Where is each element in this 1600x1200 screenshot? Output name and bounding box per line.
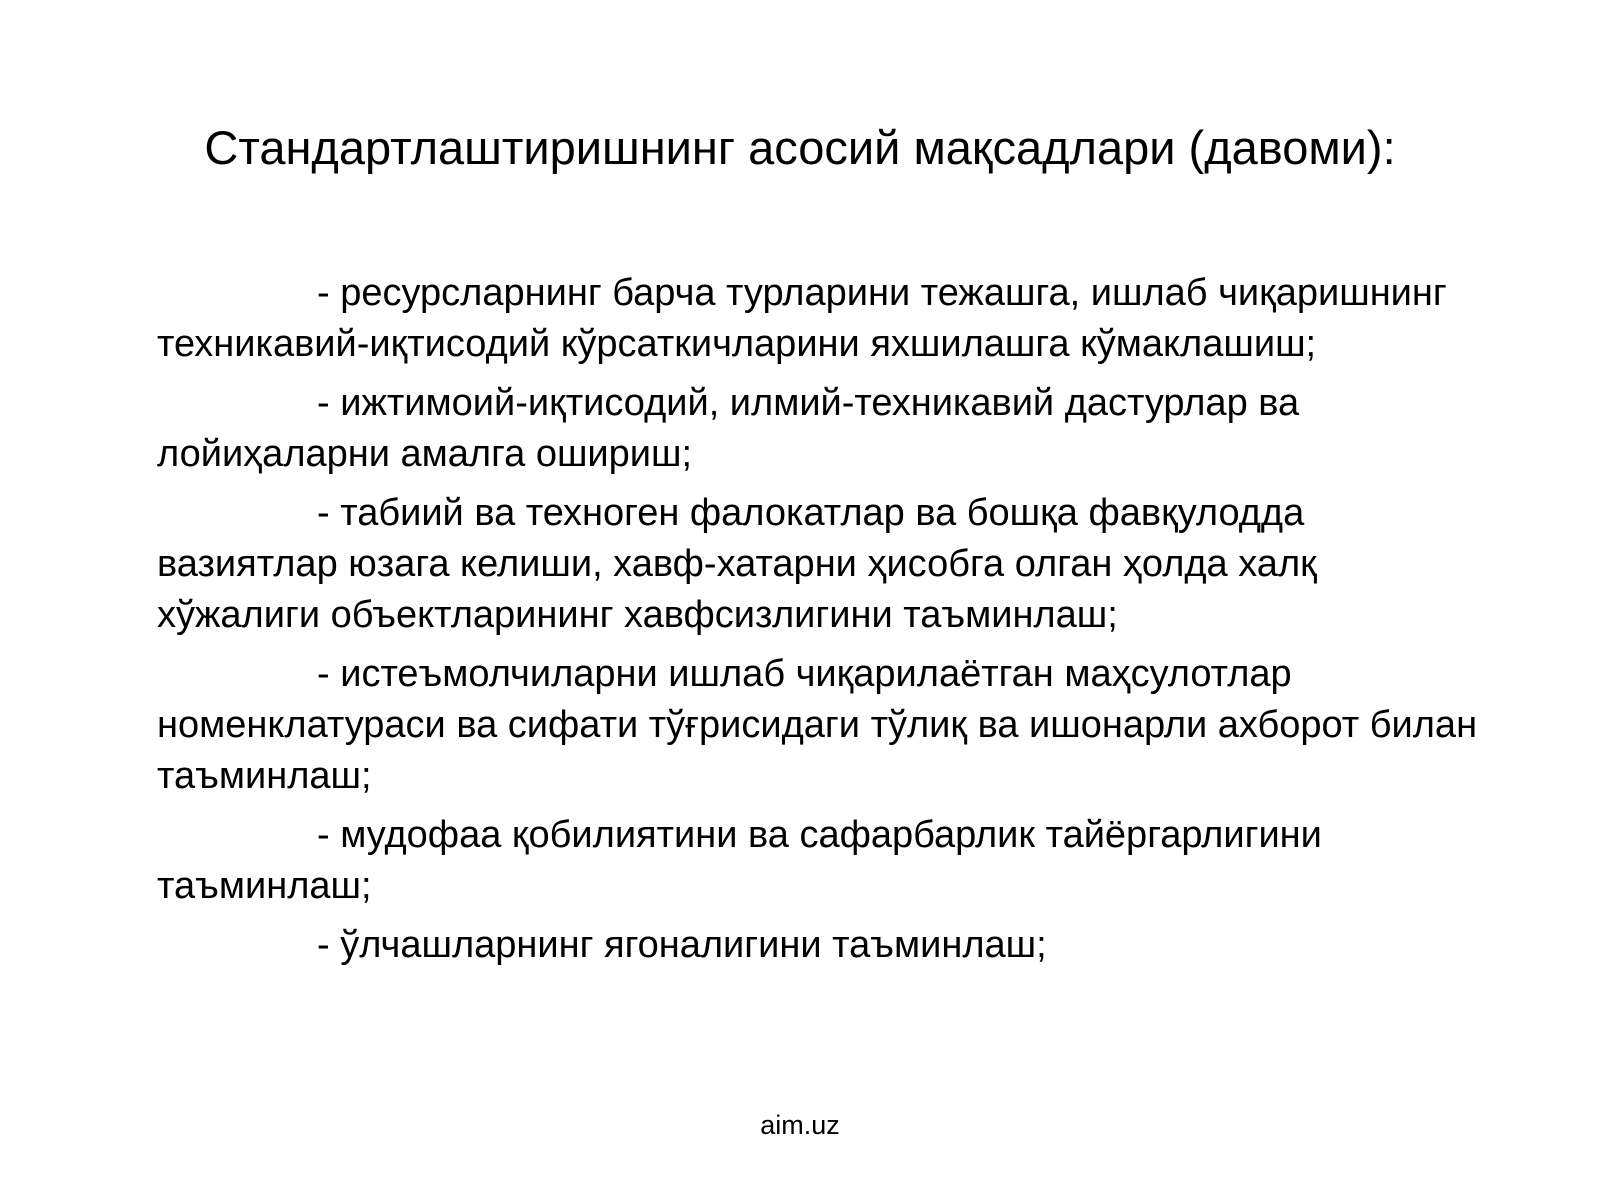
goal-item-5: - мудофаа қобилиятини ва сафарбарлик тайёргарлигини таъминлаш;	[157, 814, 1322, 907]
slide-title: Стандартлаштиришнинг асосий мақсадлари (давоми):	[204, 121, 1396, 174]
footer-source: aim.uz	[760, 1110, 840, 1140]
goal-item-1: - ресурсларнинг барча турларини тежашга, ишлаб чиқаришнинг техникавий-иқтисодий кўрсаткичларини яхшилашга кўмаклашиш;	[157, 272, 1447, 365]
goal-item-4: - истеъмолчиларни ишлаб чиқарилаётган маҳсулотлар номенклатураси ва сифати тўғрисидаги тўлиқ ва ишонарли ахборот билан таъминлаш;	[157, 653, 1478, 797]
goal-item-2: - ижтимоий-иқтисодий, илмий-техникавий дастурлар ва лойиҳаларни амалга ошириш;	[157, 382, 1300, 475]
goal-item-6: - ўлчашларнинг ягоналигини таъминлаш;	[317, 924, 1047, 966]
slide-body	[157, 268, 1487, 979]
goal-item-3: - табиий ва техноген фалокатлар ва бошқа фавқулодда вазиятлар юзага келиши, хавф-хатарни ҳисобга олган ҳолда халқ хўжалиги объектларининг хавфсизлигини таъминлаш;	[157, 492, 1317, 636]
